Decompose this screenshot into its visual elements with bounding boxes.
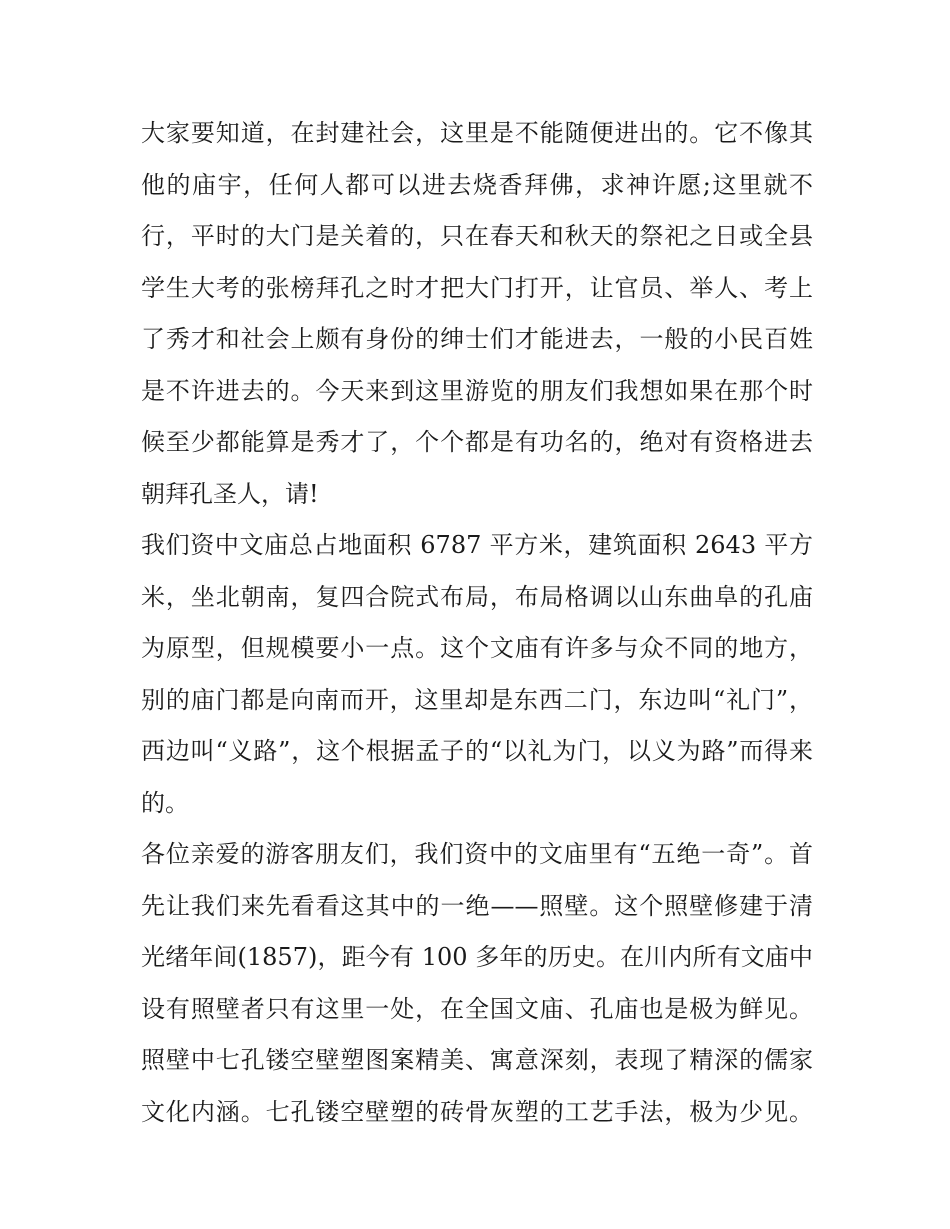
text-line: 是不许进去的。今天来到这里游览的朋友们我想如果在那个时: [141, 376, 813, 405]
text-line: 照壁中七孔镂空壁塑图案精美、寓意深刻，表现了精深的儒家: [141, 1046, 813, 1074]
text-line: 光绪年间(1857)，距今有 100 多年的历史。在川内所有文庙中: [141, 943, 813, 971]
text-line: 米，坐北朝南，复四合院式布局，布局格调以山东曲阜的孔庙: [141, 582, 813, 611]
text-line: 学生大考的张榜拜孔之时才把大门打开，让官员、举人、考上: [141, 273, 813, 302]
document-body: [141, 108, 813, 1138]
text-line: 大家要知道，在封建社会，这里是不能随便进出的。它不像其: [141, 119, 813, 147]
text-line: 候至少都能算是秀才了，个个都是有功名的，绝对有资格进去: [141, 428, 813, 456]
text-line: 行，平时的大门是关着的，只在春天和秋天的祭祀之日或全县: [141, 222, 813, 250]
text-line: 别的庙门都是向南而开，这里却是东西二门，东边叫“礼门”，: [141, 685, 813, 714]
text-line: 的。: [141, 788, 189, 817]
text-line: 设有照壁者只有这里一处，在全国文庙、孔庙也是极为鲜见。: [141, 994, 813, 1023]
text-line: 先让我们来先看看这其中的一绝——照壁。这个照壁修建于清: [141, 891, 813, 920]
text-line: 我们资中文庙总占地面积 6787 平方米，建筑面积 2643 平方: [141, 531, 813, 559]
text-line: 各位亲爱的游客朋友们，我们资中的文庙里有“五绝一奇”。首: [141, 840, 813, 868]
text-line: 他的庙宇，任何人都可以进去烧香拜佛，求神许愿;这里就不: [141, 170, 813, 199]
text-line: 朝拜孔圣人，请!: [141, 479, 319, 508]
text-line: 为原型，但规模要小一点。这个文庙有许多与众不同的地方，: [141, 634, 813, 662]
text-line: 文化内涵。七孔镂空壁塑的砖骨灰塑的工艺手法，极为少见。: [141, 1097, 813, 1126]
text-line: 了秀才和社会上颇有身份的绅士们才能进去，一般的小民百姓: [141, 325, 813, 353]
text-line: 西边叫“义路”，这个根据孟子的“以礼为门，以义为路”而得来: [141, 737, 813, 765]
